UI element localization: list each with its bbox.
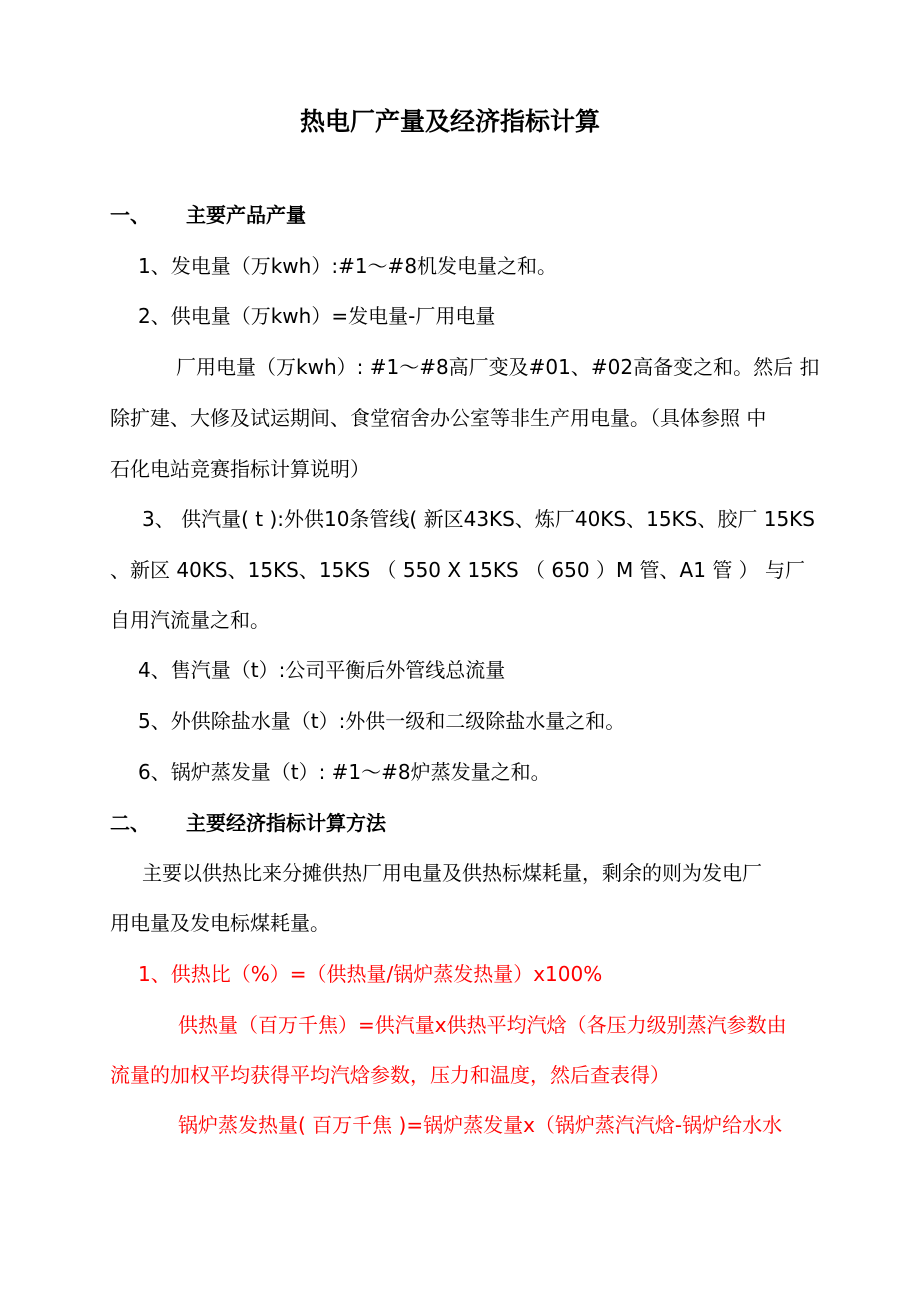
heat-supply-formula-line1: 供热量（百万千焦）=供汽量x供热平均汽焓（各压力级别蒸汽参数由: [178, 1013, 787, 1037]
item-plant-power-line3: 石化电站竞赛指标计算说明）: [110, 457, 370, 481]
section-2-intro-line1: 主要以供热比来分摊供热厂用电量及供热标煤耗量，剩余的则为发电厂: [142, 861, 762, 885]
boiler-heat-formula: 锅炉蒸发热量( 百万千焦 )=锅炉蒸发量x（锅炉蒸汽汽焓-锅炉给水水: [178, 1113, 783, 1137]
item-plant-power-line2: 除扩建、大修及试运期间、食堂宿舍办公室等非生产用电量。（具体参照 中: [110, 406, 767, 430]
section-2-intro-line2: 用电量及发电标煤耗量。: [110, 911, 330, 935]
section-1-number: 一、: [110, 203, 150, 227]
item-steam-supply-line1: 3、 供汽量( t ):外供10条管线( 新区43KS、炼厂40KS、15KS、胶厂 15KS: [142, 507, 815, 531]
section-2-title: 主要经济指标计算方法: [186, 811, 386, 835]
item-generation: 1、发电量（万kwh）:#1〜#8机发电量之和。: [138, 254, 558, 278]
section-2-number: 二、: [110, 811, 150, 835]
heat-supply-formula-line2: 流量的加权平均获得平均汽焓参数，压力和温度，然后查表得）: [110, 1063, 670, 1087]
item-supply-power: 2、供电量（万kwh）=发电量-厂用电量: [138, 304, 496, 328]
document-title: 热电厂产量及经济指标计算: [300, 107, 601, 136]
section-1-title: 主要产品产量: [186, 203, 306, 227]
item-boiler-evaporation: 6、锅炉蒸发量（t）: #1〜#8炉蒸发量之和。: [138, 760, 551, 784]
section-1-heading: [110, 202, 306, 228]
item-steam-sale: 4、售汽量（t）:公司平衡后外管线总流量: [138, 658, 506, 682]
section-2-heading: [110, 810, 386, 836]
heat-ratio-formula: 1、供热比（%）=（供热量/锅炉蒸发热量）x100%: [138, 962, 603, 986]
item-plant-power-line1: 厂用电量（万kwh）: #1〜#8高厂变及#01、#02高备变之和。然后 扣: [176, 355, 820, 379]
item-steam-supply-line3: 自用汽流量之和。: [110, 608, 270, 632]
item-steam-supply-line2: 、新区 40KS、15KS、15KS （ 550 X 15KS （ 650 ）M 管、A1 管 ） 与厂: [110, 558, 806, 582]
item-demineralized-water: 5、外供除盐水量（t）:外供一级和二级除盐水量之和。: [138, 709, 626, 733]
